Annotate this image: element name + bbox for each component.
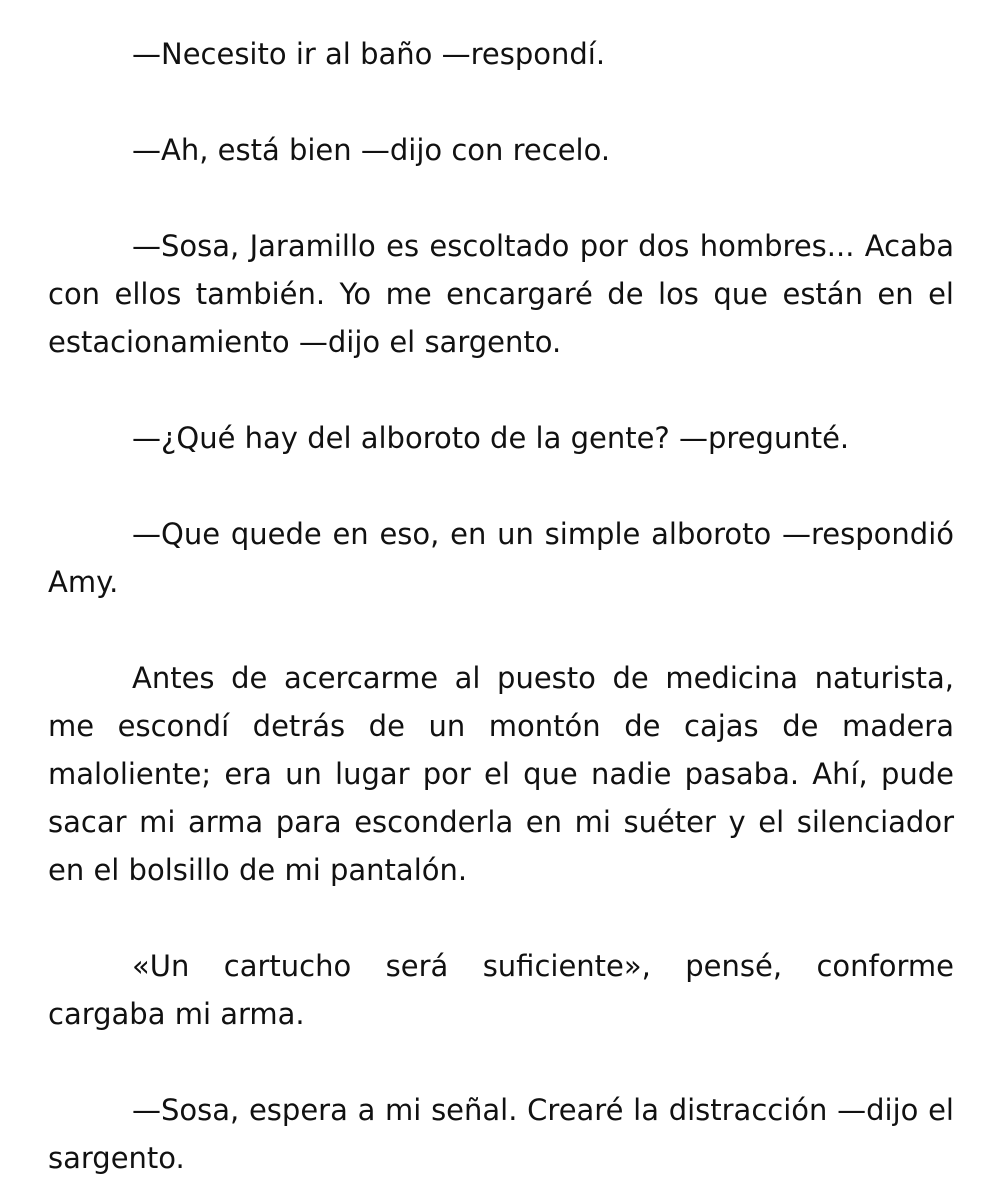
paragraph-3: —Sosa, Jaramillo es escoltado por dos hombres... Acaba con ellos también. Yo me encargaré de los que están en el estacionamiento —dijo el sargento. xyxy=(48,229,954,359)
paragraph-1: —Necesito ir al baño —respondí. xyxy=(132,37,606,71)
paragraph-4: —¿Qué hay del alboroto de la gente? —pregunté. xyxy=(132,421,850,455)
paragraph-7: «Un cartucho será suficiente», pensé, conforme cargaba mi arma. xyxy=(48,949,954,1031)
paragraph-5: —Que quede en eso, en un simple alboroto —respondió Amy. xyxy=(48,517,954,599)
paragraph-6: Antes de acercarme al puesto de medicina naturista, me escondí detrás de un montón de cajas de madera maloliente; era un lugar por el que nadie pasaba. Ahí, pude sacar mi arma para esconderla en mi suéter y el silenciador en el bolsillo de mi pantalón. xyxy=(48,661,954,887)
paragraph-8: —Sosa, espera a mi señal. Crearé la distracción —dijo el sargento. xyxy=(48,1093,954,1175)
book-page xyxy=(48,30,954,1182)
paragraph-2: —Ah, está bien —dijo con recelo. xyxy=(132,133,611,167)
